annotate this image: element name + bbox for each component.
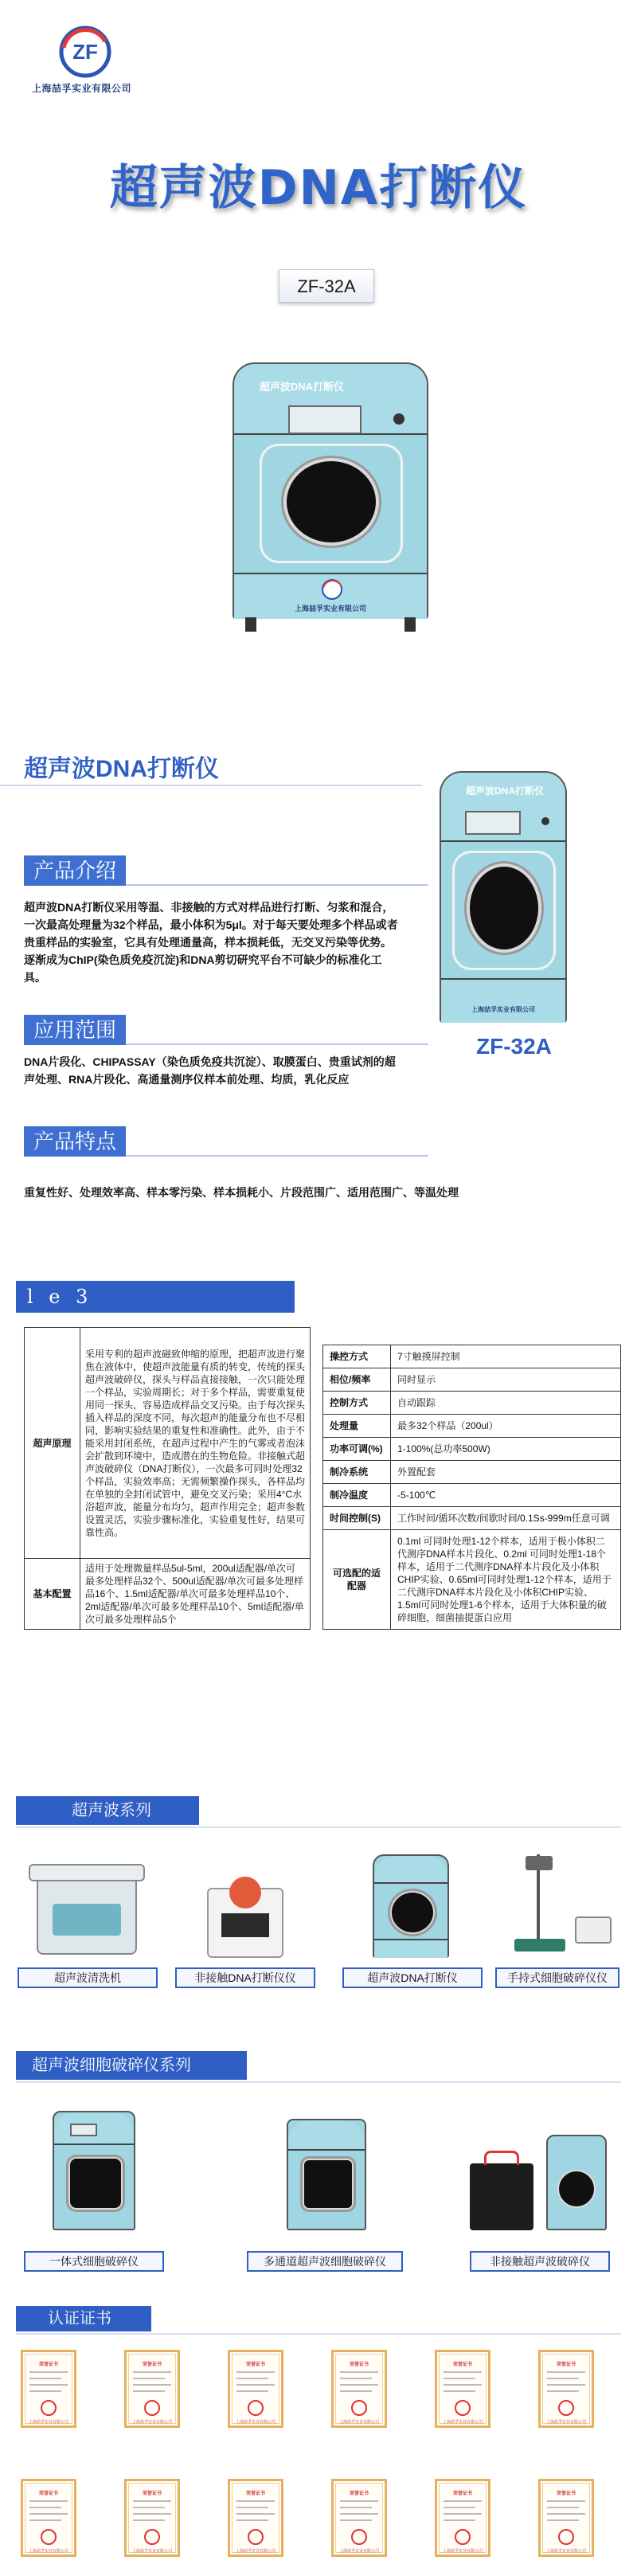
table-row bbox=[323, 1392, 621, 1415]
series1-label-1: 超声波清洗机 bbox=[18, 1967, 158, 1988]
certificate-text-line bbox=[444, 2378, 475, 2379]
table-row bbox=[323, 1415, 621, 1438]
certificate-image bbox=[331, 2350, 387, 2428]
certificate-seal-icon bbox=[144, 2529, 160, 2545]
features-heading: 产品特点 bbox=[24, 1126, 126, 1157]
product-image-multichannel bbox=[287, 2119, 366, 2230]
certificate-text-line bbox=[444, 2384, 482, 2386]
device-name-label: 超声波DNA打断仪 bbox=[259, 381, 345, 393]
certificate-text-line bbox=[547, 2390, 579, 2392]
certificate-text-line bbox=[444, 2371, 482, 2373]
certificate-text-line bbox=[340, 2507, 372, 2508]
spec-value: 工作时间/循环次数/间歇时间/0.1Ss-999m任意可调 bbox=[391, 1507, 621, 1530]
certificate-text-line bbox=[133, 2500, 171, 2502]
spec-title: l e 3 bbox=[16, 1281, 295, 1313]
spec-value: 适用于处理微量样品5ul-5ml，200ul适配器/单次可最多处理样品32个、500ul适配器/单次可最多处理样品16个、1.5ml适配器/单次可最多处理样品10个、2ml适配器/单次可最多处理样品10个、5ml适配器/单次可最多处理样品5个 bbox=[80, 1559, 311, 1630]
product-intro-heading: 产品介绍 bbox=[24, 855, 126, 886]
device-name-label-2: 超声波DNA打断仪 bbox=[466, 785, 544, 797]
certificate-text-line bbox=[29, 2507, 61, 2508]
certificate-text-line bbox=[29, 2519, 61, 2521]
intro-title: 超声波DNA打断仪 bbox=[24, 756, 219, 782]
certificate-text-line bbox=[133, 2507, 165, 2508]
certificate-text-line bbox=[340, 2384, 378, 2386]
certificate-footer: 上海喆孚实业有限公司 bbox=[131, 2420, 172, 2425]
product-image-integrated bbox=[53, 2111, 135, 2230]
table-row bbox=[323, 1345, 621, 1368]
certificate-heading: 荣誉证书 bbox=[245, 2492, 265, 2496]
certificate-footer: 上海喆孚实业有限公司 bbox=[28, 2549, 68, 2554]
series2-label-3: 非接触超声波破碎仪 bbox=[470, 2251, 610, 2272]
certificate-footer: 上海喆孚实业有限公司 bbox=[131, 2549, 172, 2554]
certificate-text-line bbox=[444, 2507, 475, 2508]
logo-letters: ZF bbox=[72, 40, 98, 64]
certificate-text-line bbox=[547, 2500, 585, 2502]
certificate-seal-icon bbox=[558, 2400, 574, 2416]
certificate-text-line bbox=[547, 2378, 579, 2379]
certificate-footer: 上海喆孚实业有限公司 bbox=[235, 2420, 276, 2425]
certificate-text-line bbox=[29, 2384, 68, 2386]
application-text: DNA片段化、CHIPASSAY（染色质免疫共沉淀）、取膜蛋白、贵重试剂的超声处理、RNA片段化、高通量测序仪样本前处理、均质，乳化反应 bbox=[24, 1055, 396, 1086]
certificate-text-line bbox=[29, 2390, 61, 2392]
spec-value: 0.1ml 可同时处理1-12个样本，适用于极小体积二代测序DNA样本片段化、0.2ml 可同时处理1-18个样本，适用于二代测序DNA样本片段化及小体积CHIP实验、0.65ml可同时处理1-12个样本，适用于二代测序DNA样本片段化及小体积CHIP实验、1.5ml可同时处理1-6个样本，适用于大体积量的破碎细胞，细菌抽提蛋白应用 bbox=[391, 1530, 621, 1630]
certificate-heading: 荣誉证书 bbox=[38, 2492, 58, 2496]
series1-label-2: 非接触DNA打断仪仪 bbox=[175, 1967, 315, 1988]
intro-device-image bbox=[440, 771, 567, 1023]
intro-divider bbox=[0, 785, 422, 786]
certificate-text-line bbox=[133, 2390, 165, 2392]
certificate-text-line bbox=[444, 2519, 475, 2521]
table-row bbox=[323, 1507, 621, 1530]
spec-value: 最多32个样品（200ul） bbox=[391, 1415, 621, 1438]
device-touch-screen bbox=[288, 405, 361, 434]
certificate-heading: 荣誉证书 bbox=[556, 2492, 576, 2496]
certificate-text-line bbox=[133, 2519, 165, 2521]
certificate-text-line bbox=[340, 2500, 378, 2502]
product-intro-text: 超声波DNA打断仪采用等温、非接触的方式对样品进行打断、匀浆和混合，一次最高处理量为32个样品，最小体积为5μl。对于每天要处理多个样品或者贵重样品的实验室，它具有处理通量高，样本损耗低，无交叉污染等优势。逐渐成为ChIP(染色质免疫沉淀)和DNA剪切研究平台不可缺少的标准化工具。 bbox=[24, 901, 398, 984]
application-heading: 应用范围 bbox=[24, 1015, 126, 1045]
certificate-seal-icon bbox=[41, 2529, 57, 2545]
certificate-text-line bbox=[133, 2378, 165, 2379]
spec-value: 7寸触摸屏控制 bbox=[391, 1345, 621, 1368]
certificate-seal-icon bbox=[455, 2400, 471, 2416]
company-name: 上海喆孚实业有限公司 bbox=[32, 83, 132, 94]
device-logo-icon bbox=[320, 577, 344, 601]
model-number: ZF-32A bbox=[476, 1034, 552, 1059]
certificate-seal-icon bbox=[144, 2400, 160, 2416]
certificate-text-line bbox=[236, 2384, 275, 2386]
spec-table-left bbox=[24, 1327, 311, 1630]
certificate-text-line bbox=[547, 2513, 585, 2515]
spec-key: 超声原理 bbox=[25, 1328, 80, 1559]
certificate-text-line bbox=[236, 2513, 275, 2515]
certificate-text-line bbox=[236, 2500, 275, 2502]
certificate-seal-icon bbox=[248, 2529, 264, 2545]
certificate-text-line bbox=[29, 2513, 68, 2515]
certificate-text-line bbox=[340, 2378, 372, 2379]
certificate-image bbox=[228, 2350, 283, 2428]
product-image-noncontact-dna bbox=[197, 1873, 293, 1959]
certificate-heading: 荣誉证书 bbox=[349, 2492, 369, 2496]
series2-label-2: 多通道超声波细胞破碎仪 bbox=[247, 2251, 403, 2272]
series1-label-3: 超声波DNA打断仪 bbox=[342, 1967, 483, 1988]
table-row bbox=[323, 1484, 621, 1507]
certificate-footer: 上海喆孚实业有限公司 bbox=[235, 2549, 276, 2554]
model-badge: ZF-32A bbox=[279, 269, 374, 303]
certificate-text-line bbox=[133, 2371, 171, 2373]
certificate-seal-icon bbox=[41, 2400, 57, 2416]
spec-value: 同时显示 bbox=[391, 1368, 621, 1392]
certificate-image bbox=[228, 2479, 283, 2557]
spec-key: 控制方式 bbox=[323, 1392, 391, 1415]
certificate-heading: 荣誉证书 bbox=[452, 2492, 472, 2496]
certificate-text-line bbox=[236, 2378, 268, 2379]
certificate-footer: 上海喆孚实业有限公司 bbox=[338, 2420, 379, 2425]
spec-value: 1-100%(总功率500W) bbox=[391, 1438, 621, 1461]
product-image-cleaner bbox=[29, 1864, 145, 1958]
company-logo bbox=[32, 24, 167, 96]
certificate-text-line bbox=[340, 2390, 372, 2392]
device-brand-label: 上海喆孚实业有限公司 bbox=[294, 605, 366, 613]
table-row bbox=[323, 1530, 621, 1630]
spec-key: 操控方式 bbox=[323, 1345, 391, 1368]
certificate-seal-icon bbox=[351, 2400, 367, 2416]
certificate-heading: 荣誉证书 bbox=[245, 2363, 265, 2367]
spec-key: 基本配置 bbox=[25, 1559, 80, 1630]
spec-key: 功率可调(%) bbox=[323, 1438, 391, 1461]
series1-title: 超声波系列 bbox=[16, 1796, 199, 1825]
certificate-heading: 荣誉证书 bbox=[556, 2363, 576, 2367]
features-text: 重复性好、处理效率高、样本零污染、样本损耗小、片段范围广、适用范围广、等温处理 bbox=[24, 1186, 459, 1199]
certificate-text-line bbox=[236, 2371, 275, 2373]
device-window bbox=[283, 458, 379, 546]
device-knob-icon bbox=[393, 413, 404, 425]
certificate-footer: 上海喆孚实业有限公司 bbox=[442, 2420, 483, 2425]
certs-title: 认证证书 bbox=[16, 2306, 151, 2331]
certificate-text-line bbox=[547, 2384, 585, 2386]
certificate-image bbox=[124, 2479, 180, 2557]
certificate-footer: 上海喆孚实业有限公司 bbox=[338, 2549, 379, 2554]
certificate-text-line bbox=[444, 2513, 482, 2515]
certificate-seal-icon bbox=[248, 2400, 264, 2416]
spec-value: -5-100℃ bbox=[391, 1484, 621, 1507]
spec-key: 可选配的适配器 bbox=[323, 1530, 391, 1630]
certificate-text-line bbox=[547, 2507, 579, 2508]
certificate-text-line bbox=[29, 2500, 68, 2502]
series2-title: 超声波细胞破碎仪系列 bbox=[16, 2051, 247, 2080]
certificate-seal-icon bbox=[558, 2529, 574, 2545]
certificate-image bbox=[331, 2479, 387, 2557]
spec-key: 处理量 bbox=[323, 1415, 391, 1438]
certificate-image bbox=[435, 2479, 490, 2557]
spec-key: 相位/频率 bbox=[323, 1368, 391, 1392]
certificate-footer: 上海喆孚实业有限公司 bbox=[545, 2549, 586, 2554]
product-image-noncontact bbox=[470, 2135, 621, 2230]
product-image-dna-shearer bbox=[373, 1854, 449, 1958]
certificate-heading: 荣誉证书 bbox=[142, 2492, 162, 2496]
certificate-image bbox=[538, 2350, 594, 2428]
hero-title: 超声波DNA打断仪 bbox=[109, 160, 528, 216]
spec-key: 时间控制(S) bbox=[323, 1507, 391, 1530]
spec-value: 自动跟踪 bbox=[391, 1392, 621, 1415]
certificate-heading: 荣誉证书 bbox=[349, 2363, 369, 2367]
certificate-text-line bbox=[340, 2371, 378, 2373]
certificate-text-line bbox=[340, 2513, 378, 2515]
device-brand-label-2: 上海喆孚实业有限公司 bbox=[471, 1006, 535, 1013]
certificate-text-line bbox=[340, 2519, 372, 2521]
certificate-image bbox=[124, 2350, 180, 2428]
certificate-heading: 荣誉证书 bbox=[452, 2363, 472, 2367]
table-row bbox=[323, 1438, 621, 1461]
zf-logo-icon bbox=[57, 24, 113, 80]
certificate-text-line bbox=[444, 2500, 482, 2502]
hero-device-image bbox=[233, 362, 428, 619]
series2-label-1: 一体式细胞破碎仪 bbox=[24, 2251, 164, 2272]
series1-label-4: 手持式细胞破碎仪仪 bbox=[495, 1967, 619, 1988]
certificate-seal-icon bbox=[455, 2529, 471, 2545]
certificate-footer: 上海喆孚实业有限公司 bbox=[28, 2420, 68, 2425]
certificate-text-line bbox=[444, 2390, 475, 2392]
certificate-text-line bbox=[29, 2378, 61, 2379]
certificate-footer: 上海喆孚实业有限公司 bbox=[442, 2549, 483, 2554]
table-row bbox=[25, 1328, 311, 1559]
certificate-text-line bbox=[29, 2371, 68, 2373]
spec-table-right bbox=[322, 1345, 621, 1630]
certificate-text-line bbox=[133, 2384, 171, 2386]
certificate-text-line bbox=[547, 2371, 585, 2373]
certificate-image bbox=[538, 2479, 594, 2557]
certificate-text-line bbox=[236, 2507, 268, 2508]
certificate-image bbox=[21, 2350, 76, 2428]
product-image-handheld bbox=[508, 1848, 613, 1959]
certificate-image bbox=[21, 2479, 76, 2557]
certificate-heading: 荣誉证书 bbox=[142, 2363, 162, 2367]
certificate-footer: 上海喆孚实业有限公司 bbox=[545, 2420, 586, 2425]
spec-key: 制冷温度 bbox=[323, 1484, 391, 1507]
certificate-text-line bbox=[236, 2390, 268, 2392]
table-row bbox=[25, 1559, 311, 1630]
table-row bbox=[323, 1368, 621, 1392]
certificate-image bbox=[435, 2350, 490, 2428]
certificate-heading: 荣誉证书 bbox=[38, 2363, 58, 2367]
certificate-text-line bbox=[547, 2519, 579, 2521]
certificate-seal-icon bbox=[351, 2529, 367, 2545]
spec-value: 外置配套 bbox=[391, 1461, 621, 1484]
certificate-text-line bbox=[133, 2513, 171, 2515]
spec-key: 制冷系统 bbox=[323, 1461, 391, 1484]
certificate-text-line bbox=[236, 2519, 268, 2521]
table-row bbox=[323, 1461, 621, 1484]
device-knob-icon-2 bbox=[541, 817, 549, 825]
spec-value: 采用专利的超声波磁致伸缩的原理，把超声波进行聚焦在液体中，使超声波能量有质的转变，传统的探头超声波破碎仪，探头与样品直接接触，一次只能处理一个样品，实验周期长；对于多个样品，需要重复使用同一探头，容易造成样品交叉污染。由于每次探头插入样品的深度不同，每次超声的能量分布也不尽相同，影响实验结果的重复性和准确性。此外，由于不能采用封闭系统，在超声过程中产生的气雾或者泡沫会扩散到环境中，造成潜在的生物危险。非接触式超声波破碎仪（DNA打断仪），一次最多可同时处理32个样品，实验效率高；无需频繁操作探头，各样品均在单独的全封闭试管中，避免交叉污染；采用4°C水浴超声波，能量分布均匀，超声作用完全；超声参数设置灵活，实验步骤标准化，实验重复性好，结果可靠性高。 bbox=[80, 1328, 311, 1559]
